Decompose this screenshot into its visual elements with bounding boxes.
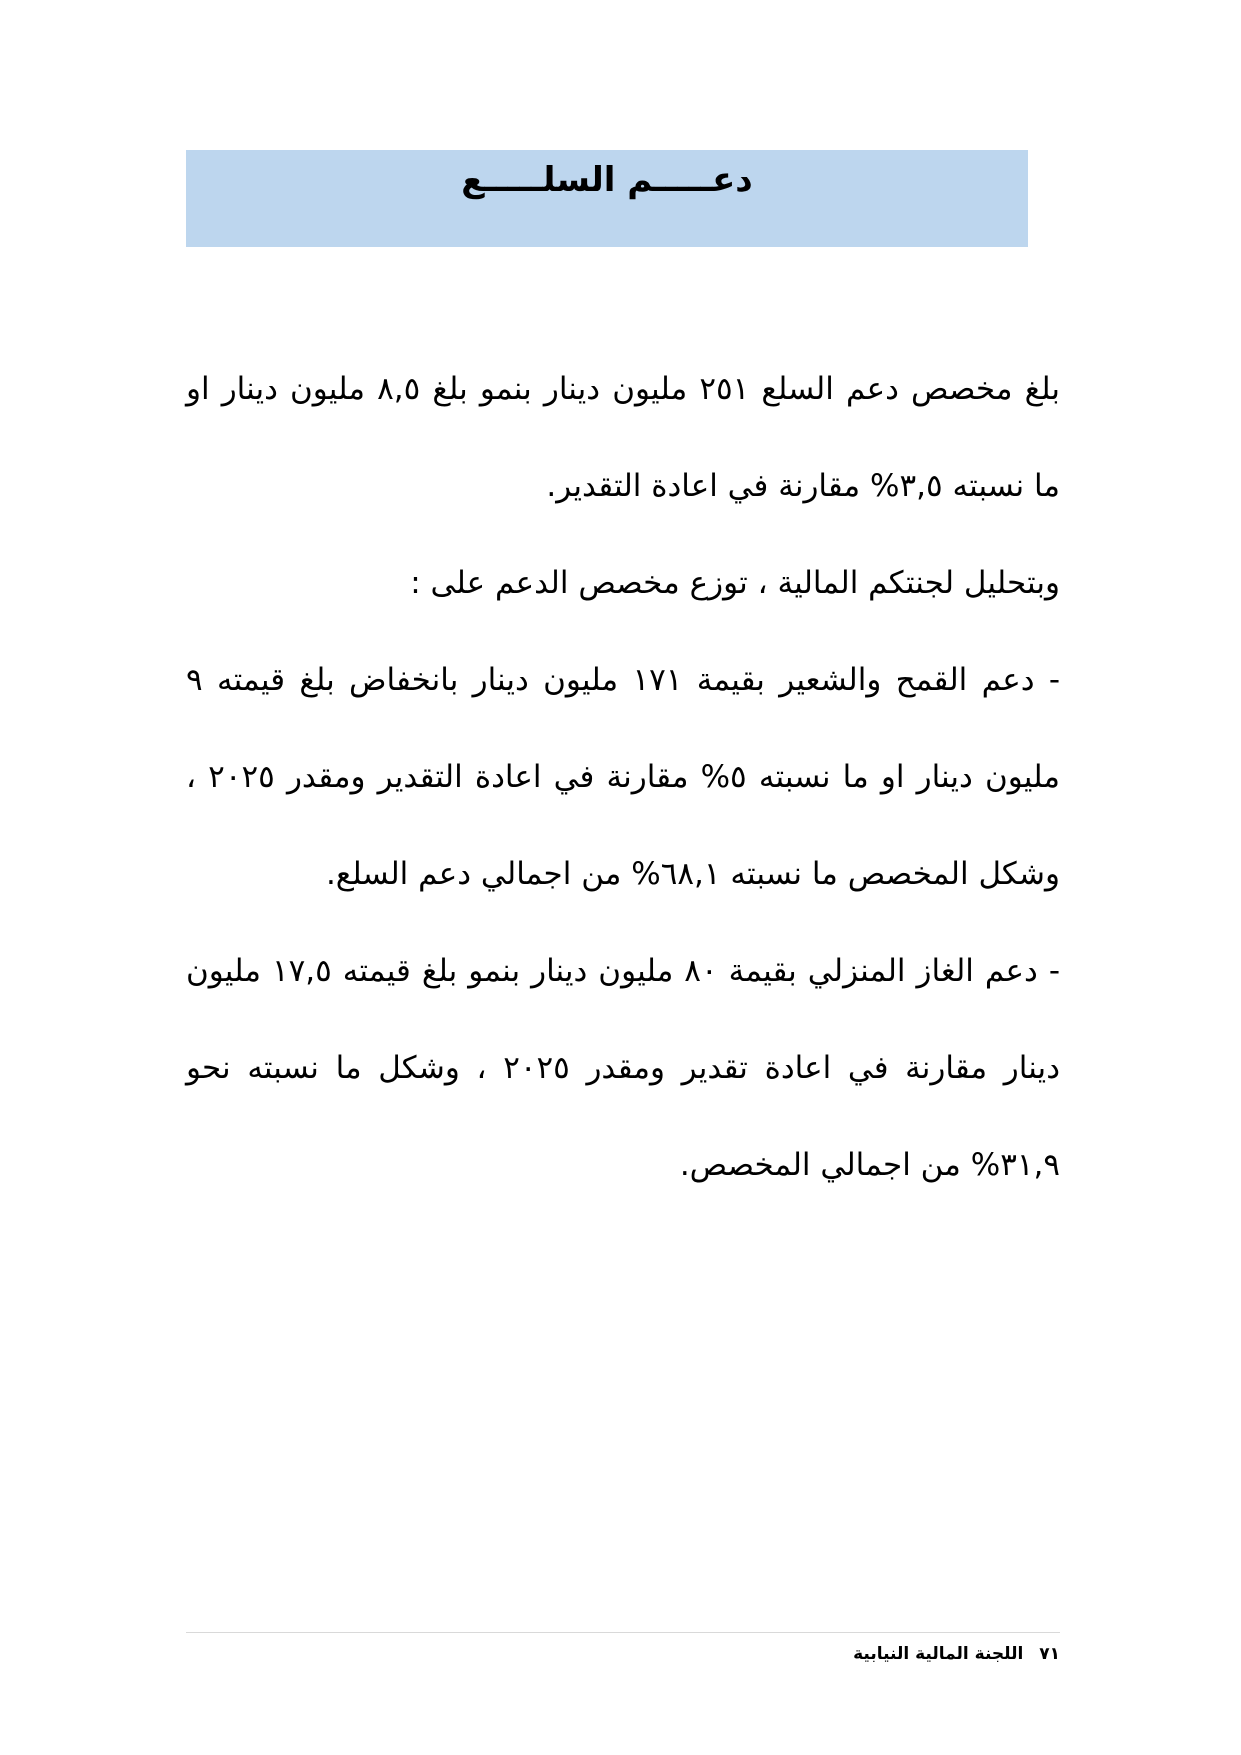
page-title: دعـــــم السلـــــع (461, 160, 753, 200)
paragraph-analysis-intro: وبتحليل لجنتكم المالية ، توزع مخصص الدعم على : (410, 565, 1060, 601)
paragraph-allocation: بلغ مخصص دعم السلع ٢٥١ مليون دينار بنمو بلغ ٨,٥ مليون دينار او ما نسبته ٣,٥% مقارنة في اعادة التقدير. (186, 371, 1060, 504)
document-body (186, 365, 1060, 1214)
footer-divider (186, 1632, 1060, 1633)
title-banner (186, 150, 1028, 247)
page-number: ٧١ (1039, 1644, 1060, 1664)
footer-committee-name: اللجنة المالية النيابية (853, 1644, 1024, 1664)
paragraph-domestic-gas: - دعم الغاز المنزلي بقيمة ٨٠ مليون دينار بنمو بلغ قيمته ١٧,٥ مليون دينار مقارنة في اعادة تقدير ومقدر ٢٠٢٥ ، وشكل ما نسبته نحو ٣١,٩% من اجمالي المخصص. (186, 953, 1061, 1183)
paragraph-wheat-barley: - دعم القمح والشعير بقيمة ١٧١ مليون دينار بانخفاض بلغ قيمته ٩ مليون دينار او ما نسبته ٥% مقارنة في اعادة التقدير ومقدر ٢٠٢٥ ، وشكل المخصص ما نسبته ٦٨,١% من اجمالي دعم السلع. (186, 662, 1061, 892)
page-footer (186, 1642, 1060, 1666)
